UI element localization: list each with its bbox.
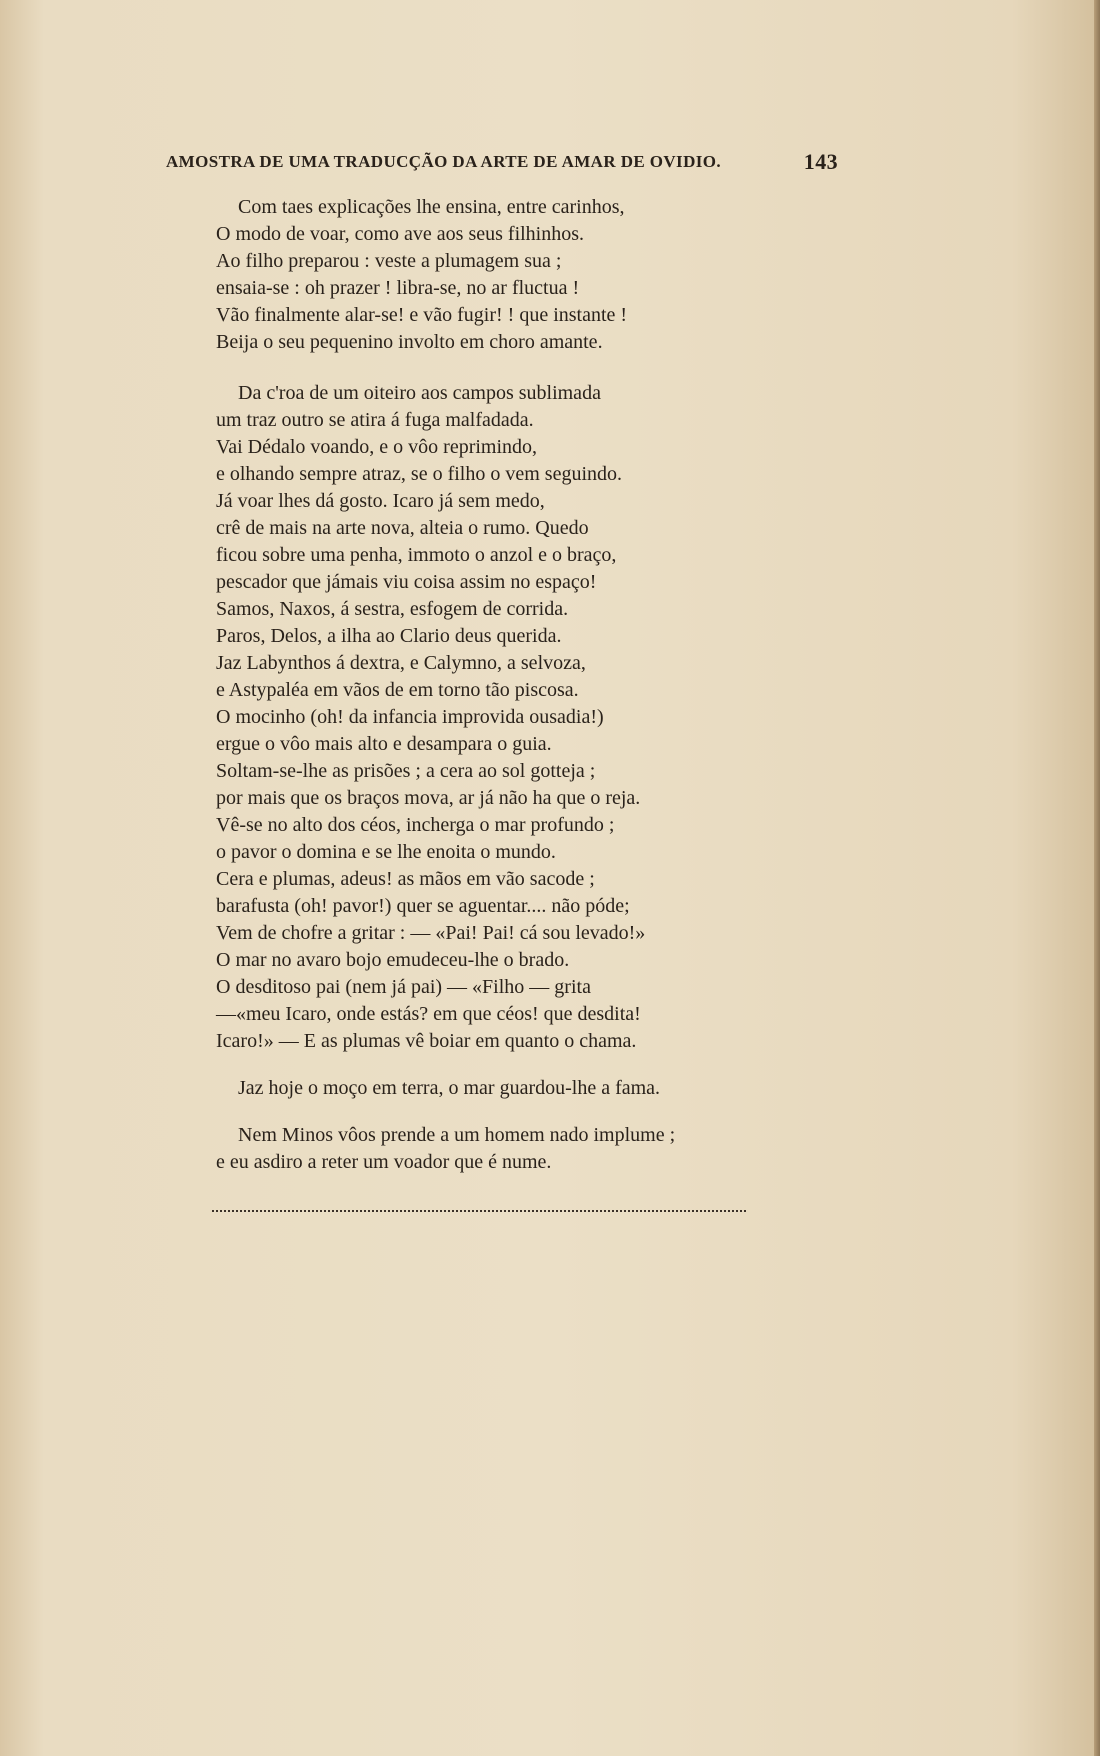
verse-line: ensaia-se : oh prazer ! libra-se, no ar fluctua ! bbox=[216, 277, 580, 299]
verse-line: Samos, Naxos, á sestra, esfogem de corrida. bbox=[216, 598, 569, 620]
verse-line: ficou sobre uma penha, immoto o anzol e o braço, bbox=[216, 544, 617, 566]
verse-line: Vão finalmente alar-se! e vão fugir! ! que instante ! bbox=[216, 304, 628, 326]
verse-line: barafusta (oh! pavor!) quer se aguentar.... não póde; bbox=[216, 895, 630, 917]
verse-line: O mocinho (oh! da infancia improvida ousadia!) bbox=[216, 706, 604, 728]
verse-line: um traz outro se atira á fuga malfadada. bbox=[216, 409, 534, 431]
verse-line: Beija o seu pequenino involto em choro amante. bbox=[216, 331, 603, 353]
verse-line: Já voar lhes dá gosto. Icaro já sem medo, bbox=[216, 490, 545, 512]
verse-line: Soltam-se-lhe as prisões ; a cera ao sol gotteja ; bbox=[216, 760, 596, 782]
stanza-3 bbox=[0, 1075, 1100, 1102]
verse-line: Cera e plumas, adeus! as mãos em vão sacode ; bbox=[216, 868, 595, 890]
verse-line: por mais que os braços mova, ar já não ha que o reja. bbox=[216, 787, 641, 809]
stanza-1 bbox=[0, 194, 1100, 356]
verse-line: O desditoso pai (nem já pai) — «Filho — grita bbox=[216, 976, 591, 998]
verse-line: Com taes explicações lhe ensina, entre carinhos, bbox=[238, 196, 625, 218]
verse-line: pescador que jámais viu coisa assim no espaço! bbox=[216, 571, 597, 593]
verse-line: crê de mais na arte nova, alteia o rumo. Quedo bbox=[216, 517, 589, 539]
verse-line: O mar no avaro bojo emudeceu-lhe o brado. bbox=[216, 949, 570, 971]
page-number: 143 bbox=[803, 149, 838, 174]
poem-body bbox=[0, 194, 1100, 1176]
verse-line: —«meu Icaro, onde estás? em que céos! que desdita! bbox=[216, 1003, 641, 1025]
verse-line: Vem de chofre a gritar : — «Pai! Pai! cá sou levado!» bbox=[216, 922, 646, 944]
verse-line: Jaz Labynthos á dextra, e Calymno, a selvoza, bbox=[216, 652, 586, 674]
verse-line: Ao filho preparou : veste a plumagem sua ; bbox=[216, 250, 562, 272]
verse-line: e olhando sempre atraz, se o filho o vem seguindo. bbox=[216, 463, 622, 485]
verse-line: e eu asdiro a reter um voador que é nume. bbox=[216, 1151, 552, 1173]
verse-line: ergue o vôo mais alto e desampara o guia. bbox=[216, 733, 552, 755]
verse-line: Paros, Delos, a ilha ao Clario deus querida. bbox=[216, 625, 562, 647]
verse-line: Vai Dédalo voando, e o vôo reprimindo, bbox=[216, 436, 538, 458]
stanza-4 bbox=[0, 1122, 1100, 1176]
verse-line: Vê-se no alto dos céos, incherga o mar profundo ; bbox=[216, 814, 615, 836]
verse-line: e Astypaléa em vãos de em torno tão piscosa. bbox=[216, 679, 579, 701]
dotted-ellipsis-rule bbox=[212, 1210, 746, 1212]
header-title: AMOSTRA DE UMA TRADUCÇÃO DA ARTE DE AMAR DE OVIDIO. bbox=[166, 152, 722, 171]
verse-line: o pavor o domina e se lhe enoita o mundo. bbox=[216, 841, 556, 863]
verse-line: O modo de voar, como ave aos seus filhinhos. bbox=[216, 223, 585, 245]
verse-line: Icaro!» — E as plumas vê boiar em quanto o chama. bbox=[216, 1030, 637, 1052]
stanza-2 bbox=[0, 380, 1100, 1055]
verse-line: Nem Minos vôos prende a um homem nado implume ; bbox=[238, 1124, 676, 1146]
verse-line: Da c'roa de um oiteiro aos campos sublimada bbox=[238, 382, 601, 404]
verse-line: Jaz hoje o moço em terra, o mar guardou-lhe a fama. bbox=[238, 1077, 661, 1099]
